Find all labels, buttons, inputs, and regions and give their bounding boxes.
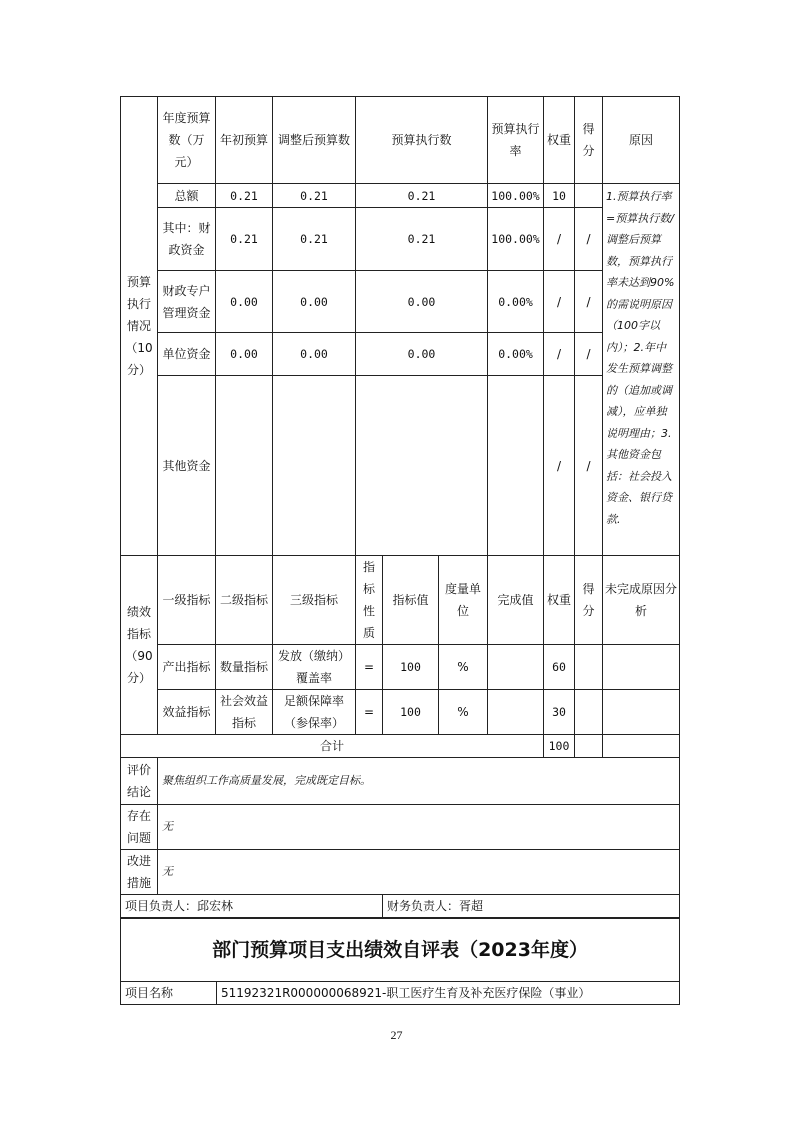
row-unit-executed: 0.00 bbox=[356, 333, 488, 376]
total-label: 合计 bbox=[121, 735, 544, 758]
total-score bbox=[575, 735, 603, 758]
issues-label: 存在问题 bbox=[121, 805, 158, 850]
header-initial-budget: 年初预算 bbox=[216, 97, 273, 184]
header-adjusted-budget: 调整后预算数 bbox=[273, 97, 356, 184]
perf-row-2-completed bbox=[488, 690, 544, 735]
row-other-score: / bbox=[575, 376, 603, 556]
header-nature: 指标性质 bbox=[356, 556, 383, 645]
perf-row-2-weight: 30 bbox=[544, 690, 575, 735]
row-other-adjusted bbox=[273, 376, 356, 556]
row-fiscal-executed: 0.21 bbox=[356, 208, 488, 271]
total-weight: 100 bbox=[544, 735, 575, 758]
perf-row-2-level3: 足额保障率（参保率） bbox=[273, 690, 356, 735]
perf-row-1-value: 100 bbox=[383, 645, 439, 690]
header-level1: 一级指标 bbox=[158, 556, 216, 645]
row-other-weight: / bbox=[544, 376, 575, 556]
header-level3: 三级指标 bbox=[273, 556, 356, 645]
evaluation-label: 评价结论 bbox=[121, 758, 158, 805]
header-perf-weight: 权重 bbox=[544, 556, 575, 645]
row-other-executed bbox=[356, 376, 488, 556]
perf-row-1-weight: 60 bbox=[544, 645, 575, 690]
row-unit-label: 单位资金 bbox=[158, 333, 216, 376]
row-fiscal-initial: 0.21 bbox=[216, 208, 273, 271]
header-perf-score: 得分 bbox=[575, 556, 603, 645]
project-name-value: 51192321R000000068921-职工医疗生育及补充医疗保险（事业） bbox=[217, 982, 680, 1005]
improvement-value: 无 bbox=[158, 850, 680, 895]
row-total-executed: 0.21 bbox=[356, 184, 488, 208]
perf-row-1-unit: % bbox=[439, 645, 488, 690]
perf-row-2-level2: 社会效益指标 bbox=[216, 690, 273, 735]
row-fiscal-score: / bbox=[575, 208, 603, 271]
perf-row-1-reason bbox=[603, 645, 680, 690]
performance-self-evaluation-table bbox=[120, 96, 680, 918]
row-other-initial bbox=[216, 376, 273, 556]
perf-row-2-score bbox=[575, 690, 603, 735]
row-special-adjusted: 0.00 bbox=[273, 271, 356, 333]
perf-row-2-unit: % bbox=[439, 690, 488, 735]
perf-row-1-level3: 发放（缴纳）覆盖率 bbox=[273, 645, 356, 690]
improvement-label: 改进措施 bbox=[121, 850, 158, 895]
header-target-value: 指标值 bbox=[383, 556, 439, 645]
header-level2: 二级指标 bbox=[216, 556, 273, 645]
row-fiscal-rate: 100.00% bbox=[488, 208, 544, 271]
total-reason bbox=[603, 735, 680, 758]
header-executed: 预算执行数 bbox=[356, 97, 488, 184]
row-total-weight: 10 bbox=[544, 184, 575, 208]
row-total-initial: 0.21 bbox=[216, 184, 273, 208]
row-unit-rate: 0.00% bbox=[488, 333, 544, 376]
perf-row-2-level1: 效益指标 bbox=[158, 690, 216, 735]
row-special-label: 财政专户管理资金 bbox=[158, 271, 216, 333]
row-total-adjusted: 0.21 bbox=[273, 184, 356, 208]
budget-reason-note: 1.预算执行率=预算执行数/调整后预算数，预算执行率未达到90%的需说明原因（100字以内）；2.年中发生预算调整的（追加或调减），应单独说明理由；3.其他资金包括：社会投入资金、银行贷款. bbox=[603, 184, 680, 556]
evaluation-value: 聚焦组织工作高质量发展，完成既定目标。 bbox=[158, 758, 680, 805]
perf-row-1-score bbox=[575, 645, 603, 690]
row-other-rate bbox=[488, 376, 544, 556]
issues-value: 无 bbox=[158, 805, 680, 850]
performance-section-label: 绩效指标（90分） bbox=[121, 556, 158, 735]
header-weight: 权重 bbox=[544, 97, 575, 184]
row-total-score bbox=[575, 184, 603, 208]
row-special-initial: 0.00 bbox=[216, 271, 273, 333]
row-total-rate: 100.00% bbox=[488, 184, 544, 208]
row-unit-adjusted: 0.00 bbox=[273, 333, 356, 376]
header-completed: 完成值 bbox=[488, 556, 544, 645]
perf-row-2-value: 100 bbox=[383, 690, 439, 735]
header-execution-rate: 预算执行率 bbox=[488, 97, 544, 184]
row-fiscal-adjusted: 0.21 bbox=[273, 208, 356, 271]
row-unit-initial: 0.00 bbox=[216, 333, 273, 376]
row-other-label: 其他资金 bbox=[158, 376, 216, 556]
row-total-label: 总额 bbox=[158, 184, 216, 208]
row-fiscal-label: 其中：财政资金 bbox=[158, 208, 216, 271]
row-fiscal-weight: / bbox=[544, 208, 575, 271]
perf-row-1-level2: 数量指标 bbox=[216, 645, 273, 690]
header-reason: 原因 bbox=[603, 97, 680, 184]
header-annual-budget: 年度预算数（万元） bbox=[158, 97, 216, 184]
perf-row-2-reason bbox=[603, 690, 680, 735]
perf-row-1-level1: 产出指标 bbox=[158, 645, 216, 690]
perf-row-2-nature: = bbox=[356, 690, 383, 735]
header-unit: 度量单位 bbox=[439, 556, 488, 645]
project-name-label: 项目名称 bbox=[121, 982, 217, 1005]
row-special-score: / bbox=[575, 271, 603, 333]
page-number: 27 bbox=[390, 1028, 403, 1042]
row-special-rate: 0.00% bbox=[488, 271, 544, 333]
header-perf-reason: 未完成原因分析 bbox=[603, 556, 680, 645]
second-form-table bbox=[120, 918, 680, 1005]
finance-responsible: 财务负责人：胥超 bbox=[383, 895, 680, 918]
row-unit-weight: / bbox=[544, 333, 575, 376]
row-special-executed: 0.00 bbox=[356, 271, 488, 333]
perf-row-1-nature: = bbox=[356, 645, 383, 690]
form-title: 部门预算项目支出绩效自评表（2023年度） bbox=[121, 919, 680, 982]
budget-section-label: 预算执行情况（10分） bbox=[121, 97, 158, 556]
row-special-weight: / bbox=[544, 271, 575, 333]
perf-row-1-completed bbox=[488, 645, 544, 690]
row-unit-score: / bbox=[575, 333, 603, 376]
header-score: 得分 bbox=[575, 97, 603, 184]
project-responsible: 项目负责人：邱宏林 bbox=[121, 895, 383, 918]
